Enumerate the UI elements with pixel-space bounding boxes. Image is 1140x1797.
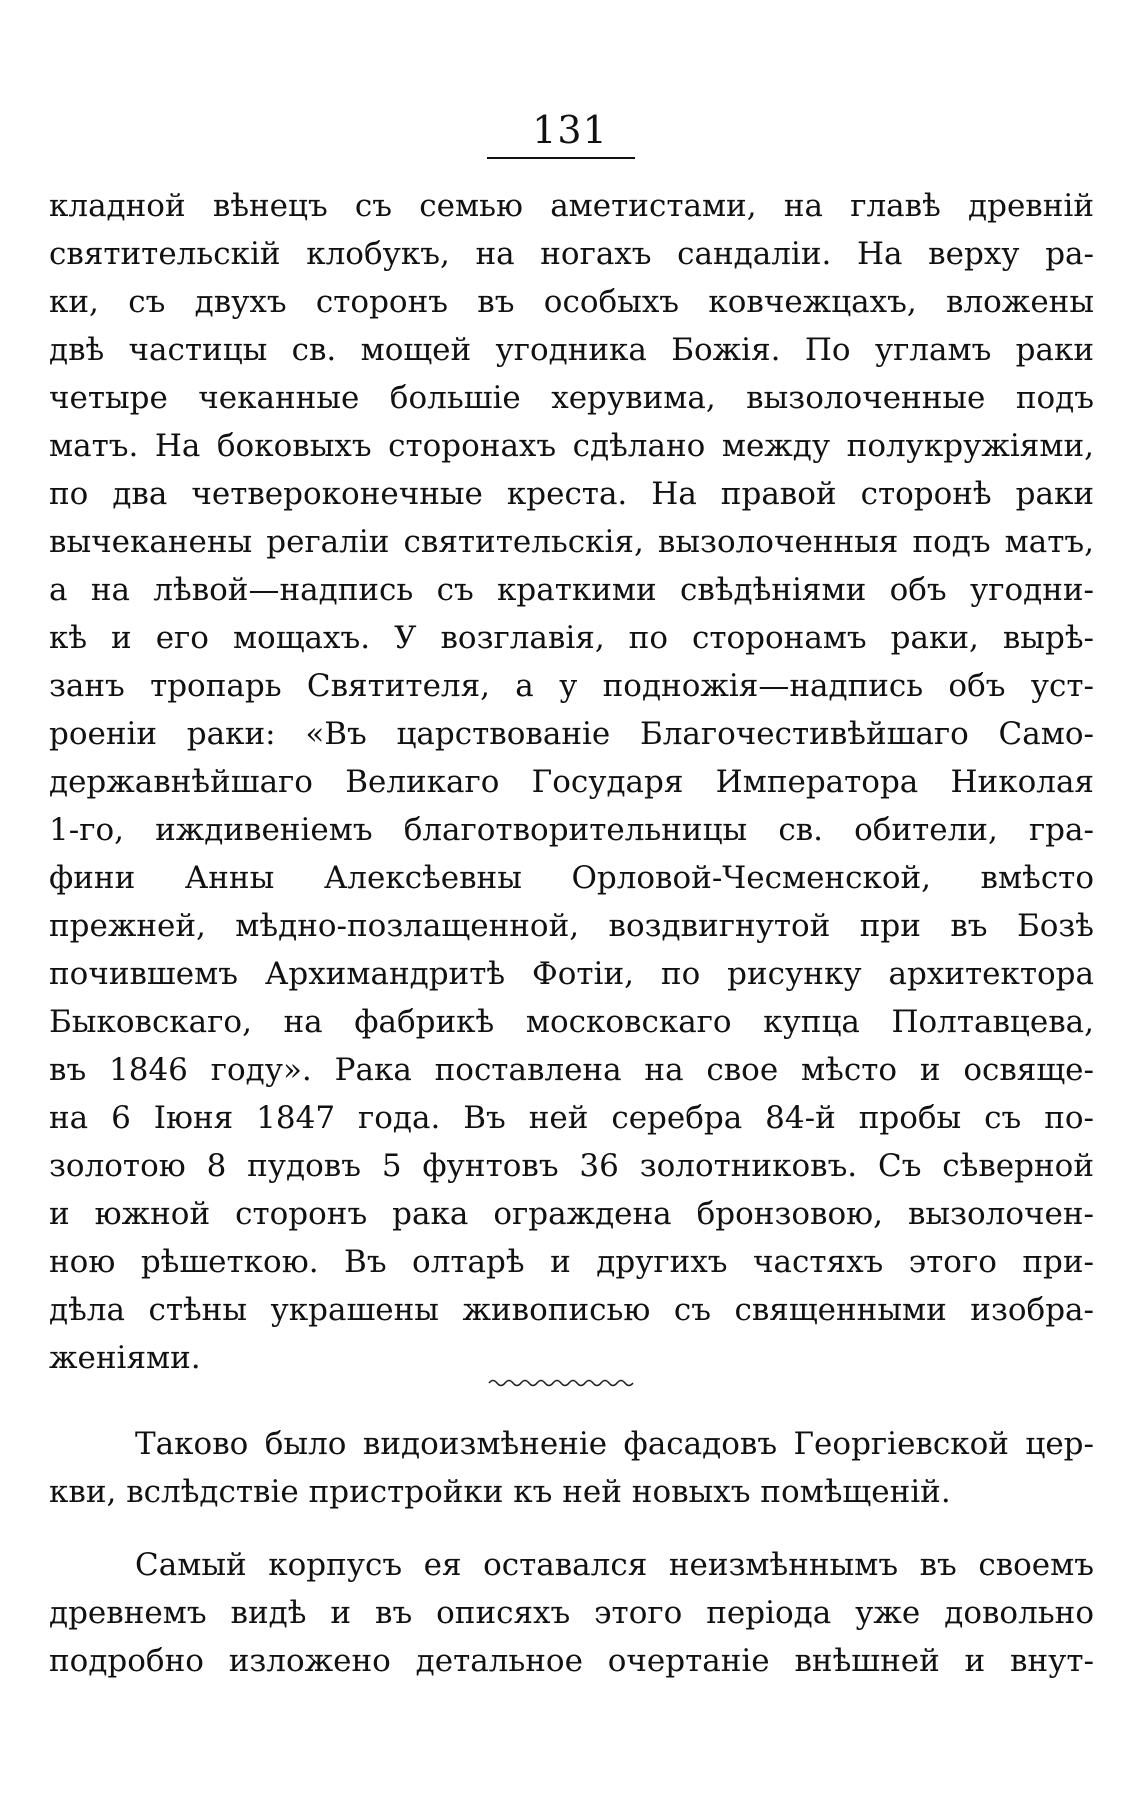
text-line: Таково было видоизмѣненіе фасадовъ Георгіевской цер- [135, 1426, 1094, 1462]
text-line: ки, съ двухъ сторонъ въ особыхъ ковчежцахъ, вложены [49, 284, 1094, 320]
text-line: въ 1846 году». Рака поставлена на свое мѣсто и освяще- [49, 1052, 1094, 1088]
text-line: древнемъ видѣ и въ описяхъ этого періода уже довольно [49, 1595, 1094, 1631]
text-line: золотою 8 пудовъ 5 фунтовъ 36 золотниковъ. Съ сѣверной [49, 1148, 1094, 1184]
text-line: четыре чеканные большіе херувима, вызолоченные подъ [49, 380, 1094, 416]
text-line: кви, вслѣдствіе пристройки къ ней новыхъ помѣщеній. [49, 1474, 951, 1510]
page-number: 131 [532, 108, 608, 152]
text-line: 1-го, иждивеніемъ благотворительницы св. обители, гра- [49, 812, 1094, 848]
text-line: матъ. На боковыхъ сторонахъ сдѣлано между полукружіями, [49, 428, 1094, 464]
text-line: святительскій клобукъ, на ногахъ сандаліи. На верху ра- [49, 236, 1094, 272]
text-line: по два четвероконечные креста. На правой сторонѣ раки [49, 476, 1094, 512]
text-line: почившемъ Архимандритѣ Фотіи, по рисунку архитектора [49, 956, 1094, 992]
paragraph-church-body [49, 1541, 1094, 1685]
text-line: ною рѣшеткою. Въ олтарѣ и другихъ частяхъ этого при- [49, 1244, 1094, 1280]
text-line: прежней, мѣдно-позлащенной, воздвигнутой при въ Бозѣ [49, 908, 1094, 944]
text-line: вычеканены регаліи святительскія, вызолоченныя подъ матъ, [49, 524, 1094, 560]
text-line: Самый корпусъ ея оставался неизмѣннымъ въ своемъ [135, 1547, 1094, 1583]
text-line: роеніи раки: «Въ царствованіе Благочестивѣйшаго Само- [49, 716, 1094, 752]
text-line: Быковскаго, на фабрикѣ московскаго купца Полтавцева, [49, 1004, 1094, 1040]
text-line: дѣла стѣны украшены живописью съ священными изобра- [49, 1292, 1094, 1328]
section-divider-ornament [487, 1376, 637, 1390]
text-line: а на лѣвой—надпись съ краткими свѣдѣніями объ угодни- [49, 572, 1094, 608]
text-line: двѣ частицы св. мощей угодника Божія. По угламъ раки [49, 332, 1094, 368]
text-line: кѣ и его мощахъ. У возглавія, по сторонамъ раки, вырѣ- [49, 620, 1094, 656]
text-line: подробно изложено детальное очертаніе внѣшней и внут- [49, 1643, 1094, 1679]
paragraph-facade-change [49, 1420, 1094, 1516]
text-line: фини Анны Алексѣевны Орловой-Чесменской, вмѣсто [49, 860, 1094, 896]
text-line: кладной вѣнецъ съ семью аметистами, на главѣ древній [49, 188, 1094, 224]
page-number-rule [487, 157, 635, 159]
text-line: державнѣйшаго Великаго Государя Императора Николая [49, 764, 1094, 800]
paragraph-rakа-description [49, 182, 1094, 1382]
text-line: занъ тропарь Святителя, а у подножія—надпись объ уст- [49, 668, 1094, 704]
text-line: и южной сторонъ рака ограждена бронзовою, вызолочен- [49, 1196, 1094, 1232]
text-line: женіями. [49, 1340, 201, 1376]
text-line: на 6 Іюня 1847 года. Въ ней серебра 84-й пробы съ по- [49, 1100, 1094, 1136]
